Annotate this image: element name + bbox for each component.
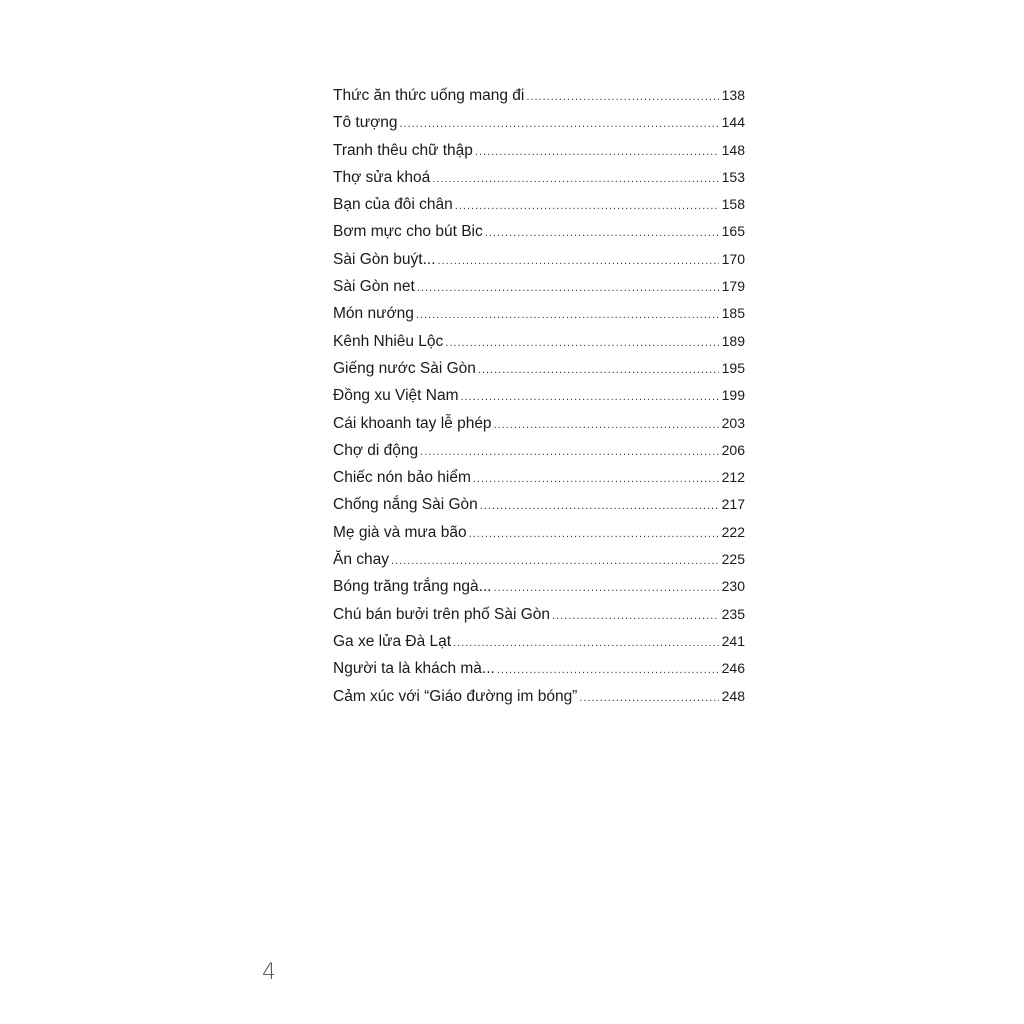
toc-entry-page: 235 [721, 605, 745, 622]
toc-entry-title: Mẹ già và mưa bão [333, 523, 467, 541]
dot-leader [469, 521, 719, 548]
toc-entry-title: Chống nắng Sài Gòn [333, 496, 478, 514]
toc-entry-page: 153 [721, 168, 745, 185]
toc-entry [333, 573, 745, 600]
toc-entry [333, 273, 745, 300]
toc-entry [333, 655, 745, 682]
dot-leader [475, 139, 719, 166]
toc-entry-title: Sài Gòn net [333, 278, 415, 296]
toc-entry-title: Sài Gòn buýt... [333, 250, 436, 268]
dot-leader [579, 685, 719, 712]
toc-entry [333, 683, 745, 710]
dot-leader [391, 548, 719, 575]
toc-entry-page: 230 [721, 578, 745, 595]
toc-entry-title: Cảm xúc với “Giáo đường im bóng” [333, 687, 578, 705]
toc-entry [333, 300, 745, 327]
toc-entry-page: 195 [721, 359, 745, 376]
dot-leader [399, 111, 719, 138]
toc-entry [333, 109, 745, 136]
toc-entry-title: Giếng nước Sài Gòn [333, 359, 476, 377]
dot-leader [552, 603, 719, 630]
toc-entry-title: Ăn chay [333, 551, 390, 569]
toc-entry-page: 241 [721, 632, 745, 649]
dot-leader [420, 439, 719, 466]
toc-entry-title: Chú bán bưởi trên phố Sài Gòn [333, 605, 551, 623]
toc-entry-title: Tranh thêu chữ thập [333, 141, 473, 159]
toc-entry-title: Ga xe lửa Đà Lạt [333, 632, 452, 650]
toc-entry-title: Bạn của đôi chân [333, 196, 453, 214]
toc-entry [333, 628, 745, 655]
toc-entry-title: Chiếc nón bảo hiểm [333, 469, 471, 487]
toc-entry [333, 82, 745, 109]
toc-entry [333, 382, 745, 409]
dot-leader [526, 84, 719, 111]
toc-entry [333, 164, 745, 191]
dot-leader [461, 384, 720, 411]
toc-entry-page: 199 [721, 387, 745, 404]
dot-leader [494, 575, 719, 602]
toc-entry-page: 138 [721, 87, 745, 103]
toc-entry [333, 355, 745, 382]
toc-entry-page: 206 [721, 441, 745, 458]
page-number: 4 [262, 960, 276, 985]
toc-entry-title: Bơm mực cho bút Bic [333, 223, 483, 241]
dot-leader [478, 357, 719, 384]
toc-entry-page: 165 [721, 223, 745, 240]
toc-entry-title: Cái khoanh tay lễ phép [333, 414, 492, 432]
toc-entry-title: Tô tượng [333, 114, 398, 132]
toc-entry-page: 225 [721, 551, 745, 568]
toc-entry-page: 179 [721, 278, 745, 295]
toc-entry [333, 437, 745, 464]
table-of-contents [333, 82, 745, 710]
toc-entry-title: Người ta là khách mà... [333, 660, 495, 678]
toc-entry-page: 170 [721, 250, 745, 267]
dot-leader [438, 248, 719, 275]
dot-leader [497, 657, 719, 684]
toc-entry [333, 137, 745, 164]
toc-entry [333, 519, 745, 546]
toc-entry-page: 248 [721, 687, 745, 704]
toc-entry-title: Chợ di động [333, 441, 419, 459]
dot-leader [432, 166, 719, 193]
toc-entry [333, 410, 745, 437]
dot-leader [417, 275, 719, 302]
toc-entry-title: Bóng trăng trắng ngà... [333, 578, 492, 596]
dot-leader [445, 330, 719, 357]
dot-leader [473, 466, 719, 493]
dot-leader [416, 302, 719, 329]
toc-entry-page: 185 [721, 305, 745, 322]
toc-entry-page: 222 [721, 523, 745, 540]
toc-entry-title: Món nướng [333, 305, 414, 323]
toc-entry [333, 191, 745, 218]
dot-leader [453, 630, 719, 657]
dot-leader [485, 220, 719, 247]
toc-entry-title: Kênh Nhiêu Lộc [333, 332, 444, 350]
toc-entry-title: Thợ sửa khoá [333, 168, 431, 186]
toc-entry-page: 203 [721, 414, 745, 431]
dot-leader [480, 493, 719, 520]
toc-entry [333, 246, 745, 273]
toc-entry-page: 189 [721, 332, 745, 349]
toc-entry [333, 546, 745, 573]
toc-entry-page: 158 [721, 196, 745, 213]
toc-entry [333, 464, 745, 491]
toc-entry [333, 601, 745, 628]
toc-entry-page: 217 [721, 496, 745, 513]
toc-entry [333, 491, 745, 518]
toc-entry-title: Thức ăn thức uống mang đi [333, 87, 525, 104]
dot-leader [494, 412, 719, 439]
dot-leader [455, 193, 719, 220]
toc-entry-page: 148 [721, 141, 745, 158]
toc-entry-page: 144 [721, 114, 745, 131]
toc-entry-page: 212 [721, 469, 745, 486]
toc-entry-title: Đồng xu Việt Nam [333, 387, 459, 405]
toc-entry [333, 218, 745, 245]
toc-entry [333, 328, 745, 355]
toc-entry-page: 246 [721, 660, 745, 677]
